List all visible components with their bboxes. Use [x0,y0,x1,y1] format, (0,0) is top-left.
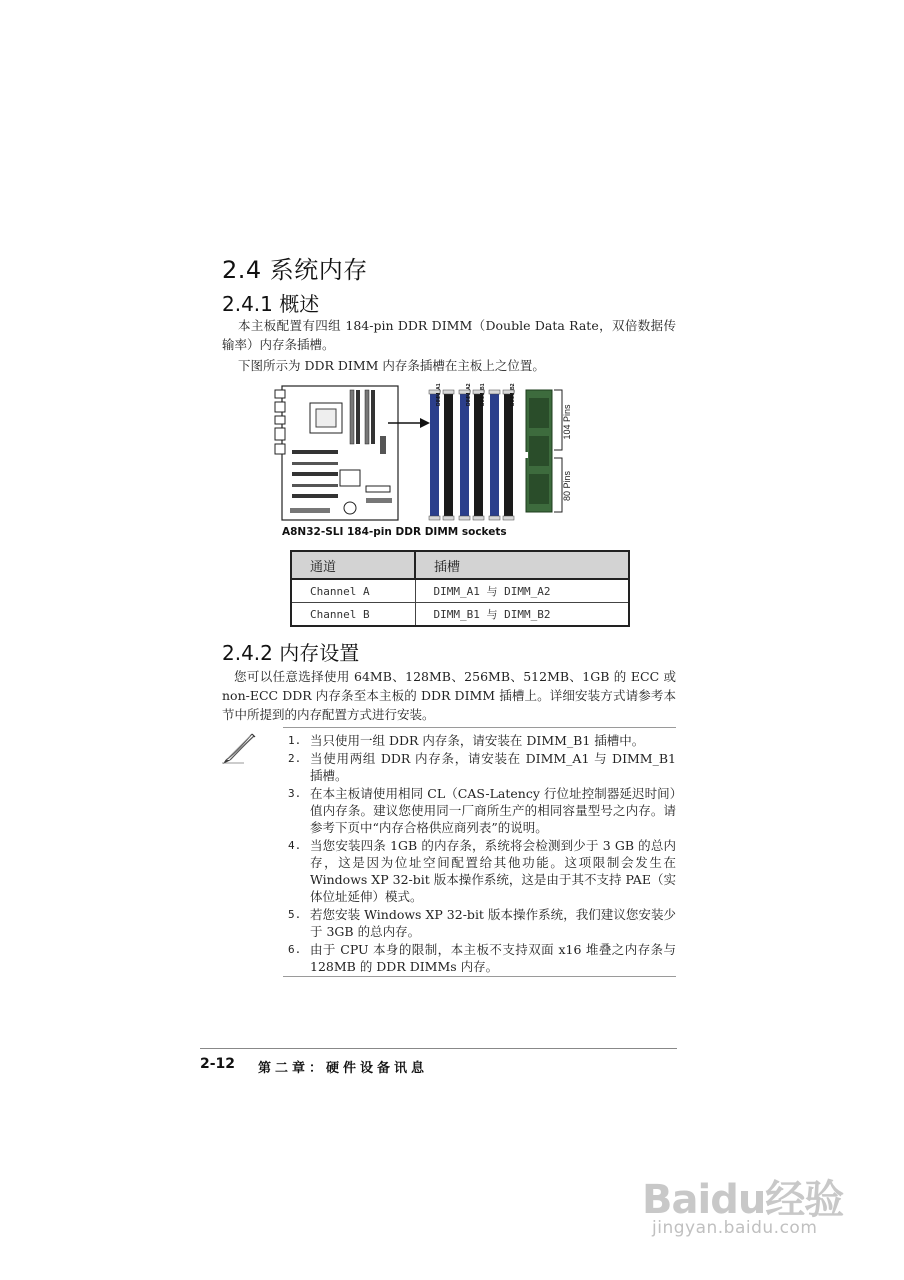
slot-latch [503,516,514,520]
overview-paragraph: 本主板配置有四组 184-pin DDR DIMM（Double Data Rate，双倍数据传输率）内存条插槽。 [222,318,676,352]
list-item: 5. 若您安装 Windows XP 32-bit 版本操作系统，我们建议您安装少于 3GB 的总内存。 [288,907,676,939]
dimm-slot-a1 [430,392,439,520]
dimm-slot-a1-latch [444,392,453,520]
page-number: 2-12 [200,1056,236,1072]
motherboard-diagram [275,386,398,520]
settings-paragraph: 您可以任意选择使用 64MB、128MB、256MB、512MB、1GB 的 ECC 或 non-ECC DDR 内存条至本主板的 DDR DIMM 插槽上。详细安装方式请参考本节中所提到的内存配置方式进行安装。 [222,669,676,722]
table-header-channel: 通道 [291,551,415,579]
note-list [288,732,676,976]
pencil-note-icon [222,730,258,764]
settings-title: 2.4.2 内存设置 [222,641,360,665]
table-header-slot: 插槽 [415,551,629,579]
overview-title: 2.4.1 概述 [222,292,320,316]
slot-label-b2: DIMM_B2 [510,383,516,406]
table-cell-channel: Channel B [291,603,415,627]
note-top-rule [283,727,676,728]
watermark-url: jingyan.baidu.com [652,1218,818,1238]
pins-top-label: 104 Pins [562,404,572,440]
footer-rule [200,1048,677,1049]
memory-module [524,390,562,512]
table-cell-slots: DIMM_A1 与 DIMM_A2 [415,579,629,603]
slot-latch [489,516,500,520]
table-header-row [291,551,629,579]
slot-label-a1: DIMM_A1 [436,383,442,406]
slot-latch [489,390,500,394]
slot-label-b1: DIMM_B1 [480,383,486,406]
dimm-socket-figure [270,378,600,524]
dimm-slot-b2 [504,392,513,520]
dimm-slot-b1 [474,392,483,520]
channel-table [290,550,630,627]
slot-latch [473,516,484,520]
figure-intro-paragraph: 下图所示为 DDR DIMM 内存条插槽在主板上之位置。 [238,358,545,373]
dimm-slot-a2 [460,392,469,520]
table-cell-slots: DIMM_B1 与 DIMM_B2 [415,603,629,627]
list-item: 6. 由于 CPU 本身的限制，本主板不支持双面 x16 堆叠之内存条与 128MB 的 DDR DIMMs 内存。 [288,942,676,974]
slot-latch [443,390,454,394]
list-item: 4. 当您安装四条 1GB 的内存条，系统将会检测到少于 3 GB 的总内存，这是因为位址空间配置给其他功能。这项限制会发生在 Windows XP 32-bit 版本操作系统，这是由于其不支持 PAE（实体位址延伸）模式。 [288,838,676,904]
dimm-slot-group [429,390,514,520]
slot-label-a2: DIMM_A2 [466,383,472,406]
baidu-watermark-logo: Baidu经验 [642,1177,844,1223]
note-bottom-rule [283,976,676,977]
pins-bottom-label: 80 Pins [562,470,572,502]
slot-latch [429,516,440,520]
slot-latch [459,516,470,520]
slot-latch [443,516,454,520]
table-row [291,603,629,627]
figure-caption: A8N32-SLI 184-pin DDR DIMM sockets [282,526,507,538]
section-title: 2.4 系统内存 [222,256,368,284]
list-item: 2. 当使用两组 DDR 内存条，请安装在 DIMM_A1 与 DIMM_B1 插槽。 [288,751,676,783]
list-item: 1. 当只使用一组 DDR 内存条，请安装在 DIMM_B1 插槽中。 [288,733,645,748]
dimm-slot-b1-body [490,392,499,520]
list-item: 3. 在本主板请使用相同 CL（CAS-Latency 行位址控制器延迟时间）值内存条。建议您使用同一厂商所生产的相同容量型号之内存。请参考下页中“内存合格供应商列表”的说明。 [288,786,676,835]
chapter-title: 第二章：硬件设备讯息 [258,1061,429,1076]
table-row [291,579,629,603]
table-cell-channel: Channel A [291,579,415,603]
